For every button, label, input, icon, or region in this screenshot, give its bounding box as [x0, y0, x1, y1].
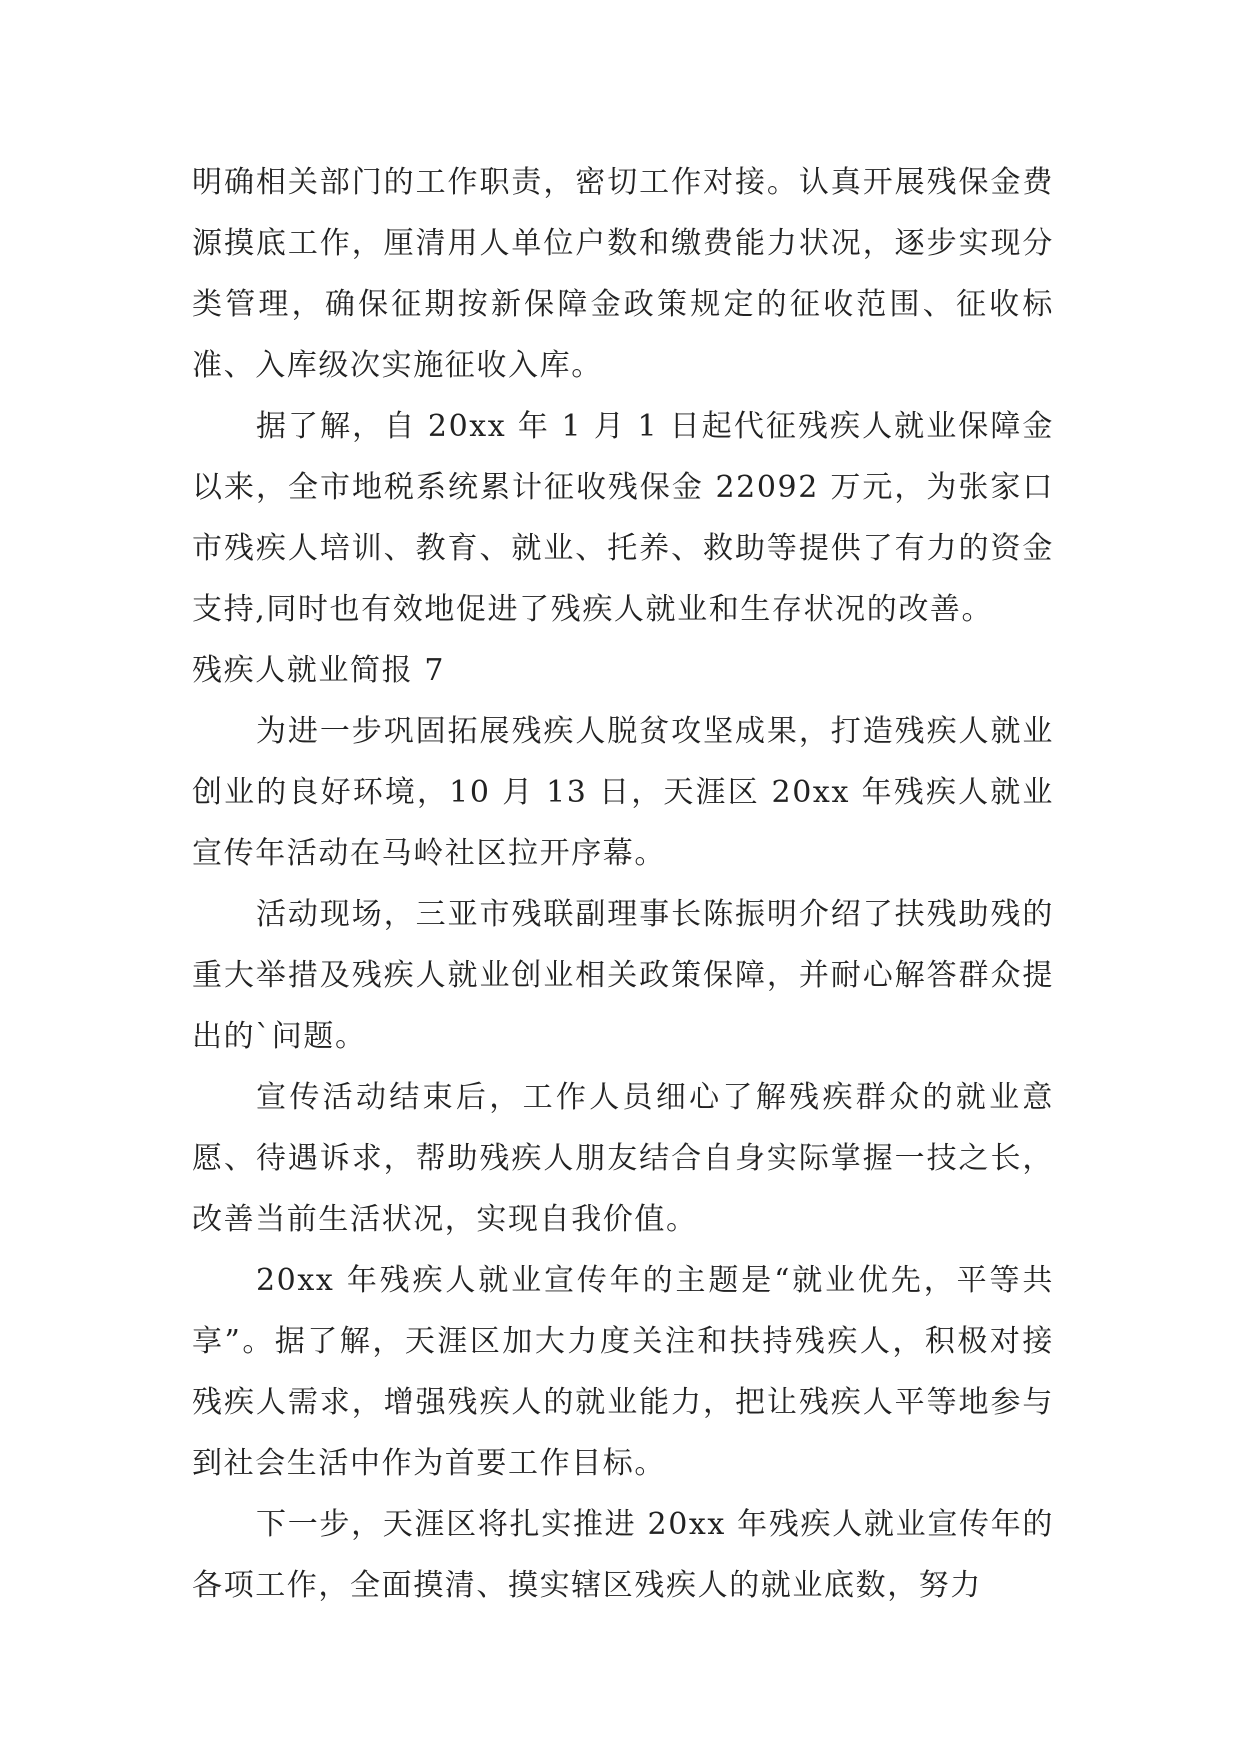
paragraph: 活动现场，三亚市残联副理事长陈振明介绍了扶残助残的重大举措及残疾人就业创业相关政策保障，并耐心解答群众提出的`问题。 [192, 897, 1054, 1054]
paragraph: 下一步，天涯区将扎实推进 20xx 年残疾人就业宣传年的各项工作，全面摸清、摸实辖区残疾人的就业底数，努力 [192, 1507, 1054, 1603]
paragraph: 据了解，自 20xx 年 1 月 1 日起代征残疾人就业保障金以来，全市地税系统累计征收残保金 22092 万元，为张家口市残疾人培训、教育、就业、托养、救助等提供了有力的资金支持,同时也有效地促进了残疾人就业和生存状况的改善。 [192, 409, 1054, 627]
document-body [192, 152, 1054, 1616]
section-heading: 残疾人就业简报 7 [192, 653, 446, 688]
paragraph: 20xx 年残疾人就业宣传年的主题是“就业优先，平等共享”。据了解，天涯区加大力度关注和扶持残疾人，积极对接残疾人需求，增强残疾人的就业能力，把让残疾人平等地参与到社会生活中作为首要工作目标。 [192, 1263, 1054, 1481]
paragraph: 为进一步巩固拓展残疾人脱贫攻坚成果，打造残疾人就业创业的良好环境，10 月 13 日，天涯区 20xx 年残疾人就业宣传年活动在马岭社区拉开序幕。 [192, 714, 1054, 871]
paragraph: 宣传活动结束后，工作人员细心了解残疾群众的就业意愿、待遇诉求，帮助残疾人朋友结合自身实际掌握一技之长，改善当前生活状况，实现自我价值。 [192, 1080, 1054, 1237]
paragraph-continuation: 明确相关部门的工作职责，密切工作对接。认真开展残保金费源摸底工作，厘清用人单位户数和缴费能力状况，逐步实现分类管理，确保征期按新保障金政策规定的征收范围、征收标准、入库级次实施征收入库。 [192, 165, 1054, 383]
